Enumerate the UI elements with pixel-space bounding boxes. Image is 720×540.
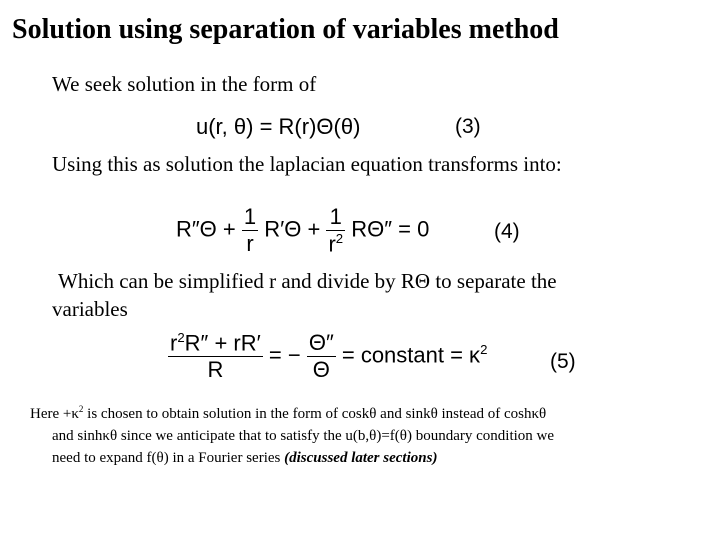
note-line3-a: need to expand f(θ) in a Fourier series: [52, 450, 281, 466]
eq5-frac1-den: R: [168, 356, 263, 383]
equation-3: [196, 114, 360, 140]
eq4-frac2-den-base: r: [328, 231, 336, 257]
note-line1-exp: 2: [78, 404, 84, 414]
slide-title: Solution using separation of variables method: [12, 14, 559, 45]
equation-4: [176, 204, 429, 257]
note-line3: [30, 447, 700, 469]
eq4-frac2-den-exp: 2: [335, 231, 344, 246]
eq4-frac1-num: 1: [243, 204, 257, 230]
equation-5: [168, 330, 487, 383]
eq5-rhs: = constant = κ: [341, 342, 481, 368]
note-line1-a: Here +κ: [30, 406, 79, 422]
eq5-frac2-num: Θ″: [308, 330, 334, 356]
note-line1-b: is chosen to obtain solution in the form of coskθ and sinkθ instead of coshκθ: [87, 406, 547, 422]
eq4-fraction-1: [242, 204, 258, 257]
eq5-mid: = −: [268, 342, 301, 368]
equation-5-number: (5): [550, 350, 576, 373]
eq5-frac1-num-a: r: [170, 330, 178, 356]
eq5-frac1-num: [168, 330, 263, 356]
eq5-fraction-1: [168, 330, 263, 383]
eq4-fraction-2: [326, 204, 345, 257]
using-text: Using this as solution the laplacian equation transforms into:: [52, 152, 562, 176]
eq5-rhs-exp: 2: [480, 342, 488, 358]
eq4-frac2-den: [326, 230, 345, 257]
simplify-text-line2: variables: [52, 297, 128, 321]
eq4-term2: R′Θ +: [264, 216, 321, 242]
intro-text: We seek solution in the form of: [52, 72, 317, 96]
note-line1: [30, 406, 546, 422]
eq5-frac1-num-exp: 2: [177, 330, 185, 345]
equation-4-number: (4): [494, 220, 520, 243]
eq5-frac1-num-b: R″ + rR′: [184, 330, 261, 356]
eq5-fraction-2: [307, 330, 336, 383]
equation-3-body: u(r, θ) = R(r)Θ(θ): [196, 114, 361, 139]
eq4-frac1-den: r: [242, 230, 258, 257]
simplify-text-line1: Which can be simplified r and divide by RΘ to separate the: [58, 269, 557, 293]
eq4-frac2-num: 1: [329, 204, 342, 229]
eq5-frac2-den: Θ: [307, 356, 336, 383]
note-line2: and sinhκθ since we anticipate that to satisfy the u(b,θ)=f(θ) boundary condition we: [52, 428, 555, 444]
footnote: [30, 398, 700, 469]
eq4-term3: RΘ″ = 0: [351, 216, 430, 242]
eq4-term1: R″Θ +: [176, 216, 236, 242]
equation-3-number: (3): [455, 115, 481, 138]
note-line3-emphasis: (discussed later sections): [284, 450, 438, 466]
